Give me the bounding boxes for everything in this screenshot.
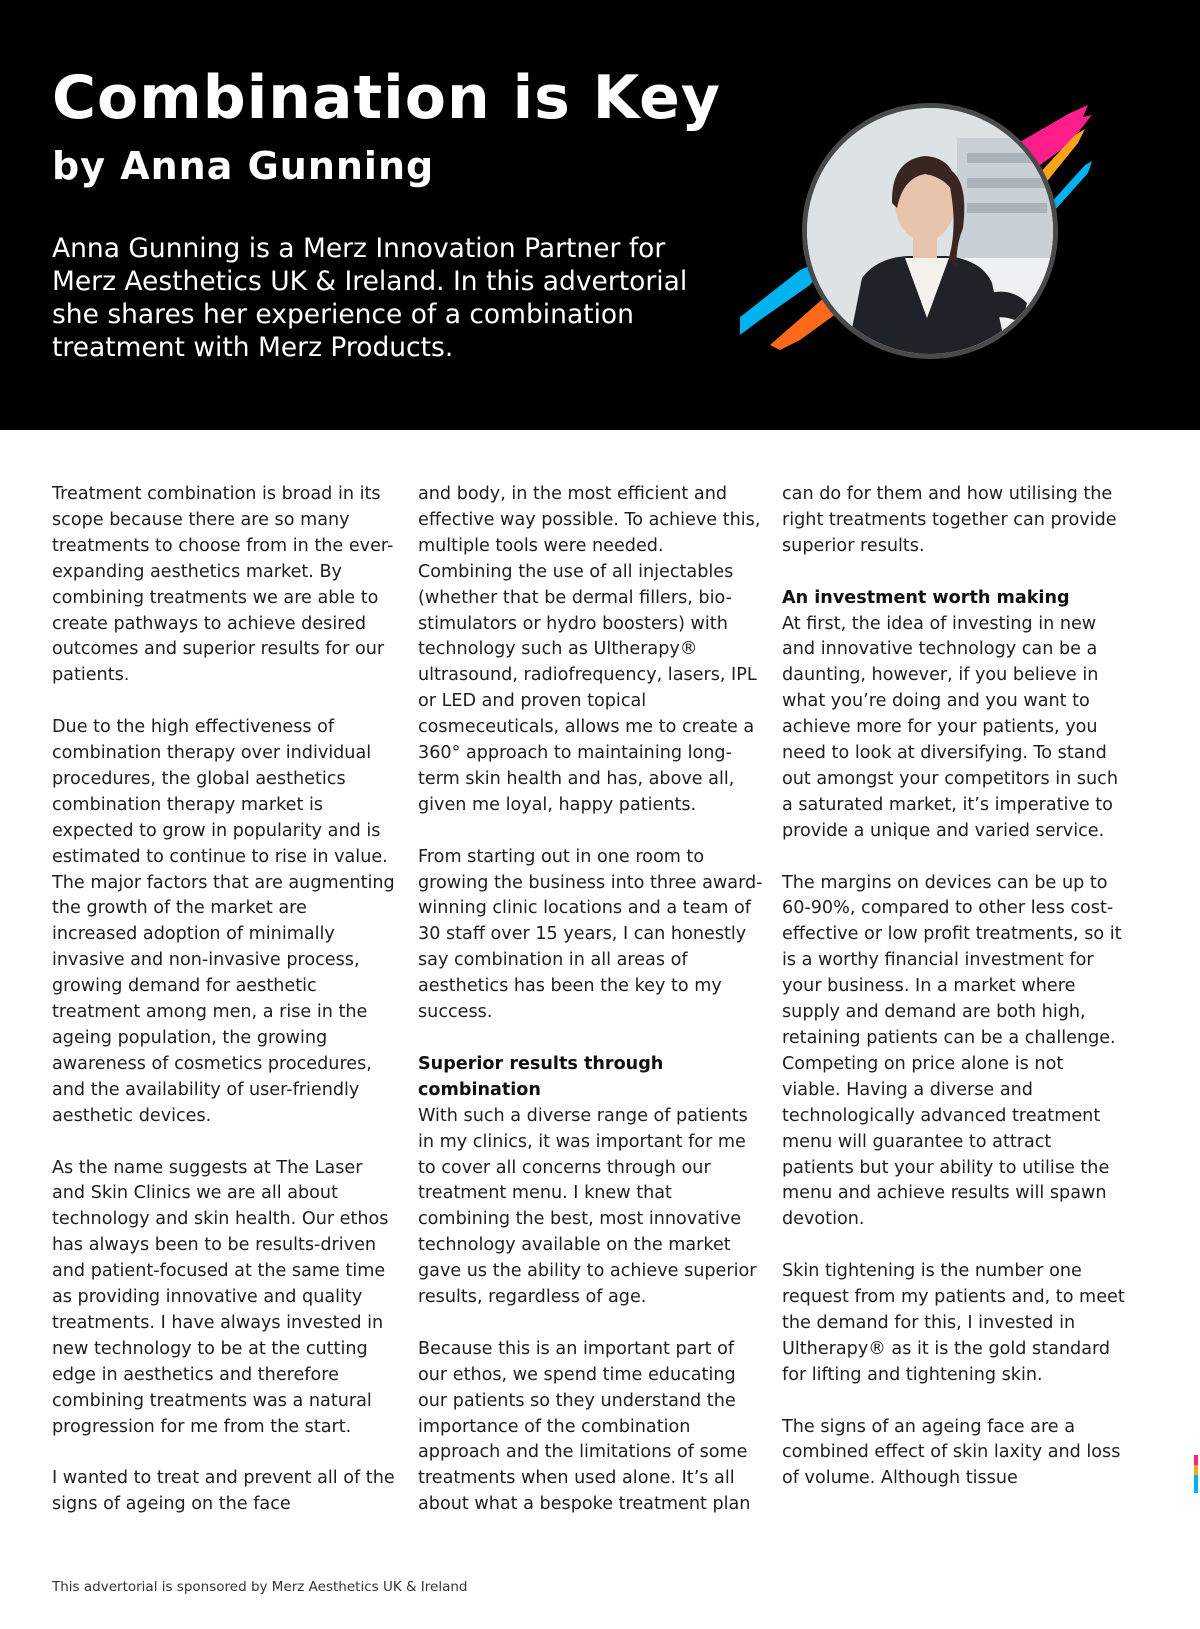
intro-paragraph: Anna Gunning is a Merz Innovation Partner for Merz Aesthetics UK & Ireland. In this advertorial she shares her experience of a combination treatment with Merz Products. — [52, 233, 688, 363]
page-edge-color-strip — [1194, 1455, 1198, 1493]
sponsor-note: This advertorial is sponsored by Merz Aesthetics UK & Ireland — [52, 1579, 468, 1595]
author-photo — [802, 103, 1058, 359]
article-body — [52, 482, 1132, 1542]
section-heading-superior-results: Superior results through combination — [418, 1053, 664, 1100]
paragraph: The signs of an ageing face are a combined effect of skin laxity and loss of volume. Although tissue — [782, 1416, 1121, 1489]
paragraph: As the name suggests at The Laser and Skin Clinics we are all about technology and skin health. Our ethos has always been to be results-driven and patient-focused at the same time as providing innovative and quality treatments. I have always invested in new technology to be at the cutting edge in aesthetics and therefore combining treatments was a natural progression for me from the start. — [52, 1157, 389, 1437]
paragraph: At first, the idea of investing in new and innovative technology can be a daunting, however, if you believe in what you’re doing and you want to achieve more for your patients, you need to look at diversifying. To stand out amongst your competitors in such a saturated market, it’s imperative to provide a unique and varied service. — [782, 613, 1118, 841]
paragraph: Skin tightening is the number one request from my patients and, to meet the demand for this, I invested in Ultherapy® as it is the gold standard for lifting and tightening skin. — [782, 1261, 1125, 1385]
section-heading-investment: An investment worth making — [782, 587, 1070, 608]
column-2 — [418, 482, 763, 1544]
paragraph: Treatment combination is broad in its scope because there are so many treatments to choose from in the ever-expanding aesthetics market. By combining treatments we are able to create pathways to achieve desired outcomes and superior results for our patients. — [52, 484, 394, 686]
paragraph: I wanted to treat and prevent all of the signs of ageing on the face — [52, 1468, 395, 1515]
author-byline: by Anna Gunning — [52, 144, 435, 188]
author-photo-illustration — [807, 108, 1053, 354]
article-header — [0, 0, 1200, 430]
paragraph: The margins on devices can be up to 60-90%, compared to other less cost-effective or low profit treatments, so it is a worthy financial investment for your business. In a market where supply and demand are both high, retaining patients can be a challenge. Competing on price alone is not viable. Having a diverse and technologically advanced treatment menu will guarantee to attract patients but your ability to utilise the menu and achieve results will spawn devotion. — [782, 872, 1122, 1230]
paragraph: With such a diverse range of patients in my clinics, it was important for me to cover all concerns through our treatment menu. I knew that combining the best, most innovative technology available on the market gave us the ability to achieve superior results, regardless of age. — [418, 1105, 757, 1308]
paragraph: can do for them and how utilising the right treatments together can provide superior results. — [782, 484, 1117, 556]
author-portrait-group — [740, 95, 1140, 365]
paragraph: Because this is an important part of our ethos, we spend time educating our patients so they understand the importance of the combination approach and the limitations of some treatments when used alone. It’s all about what a bespoke treatment plan — [418, 1338, 751, 1515]
column-1 — [52, 482, 397, 1544]
paragraph: and body, in the most efficient and effective way possible. To achieve this, multiple tools were needed. Combining the use of all injectables (whether that be dermal fillers, bio-stimulators or hydro boosters) with technology such as Ultherapy® ultrasound, radiofrequency, lasers, IPL or LED and proven topical cosmeceuticals, allows me to create a 360° approach to maintaining long-term skin health and has, above all, given me loyal, happy patients. — [418, 484, 761, 815]
paragraph: From starting out in one room to growing the business into three award-winning clinic locations and a team of 30 staff over 15 years, I can honestly say combination in all areas of aesthetics has been the key to my success. — [418, 846, 763, 1023]
article-title: Combination is Key — [52, 63, 721, 133]
paragraph: Due to the high effectiveness of combination therapy over individual procedures, the global aesthetics combination therapy market is expected to grow in popularity and is estimated to continue to rise in value. The major factors that are augmenting the growth of the market are increased adoption of minimally invasive and non-invasive process, growing demand for aesthetic treatment among men, a rise in the ageing population, the growing awareness of cosmetics procedures, and the availability of user-friendly aesthetic devices. — [52, 717, 395, 1126]
column-3 — [782, 482, 1127, 1518]
